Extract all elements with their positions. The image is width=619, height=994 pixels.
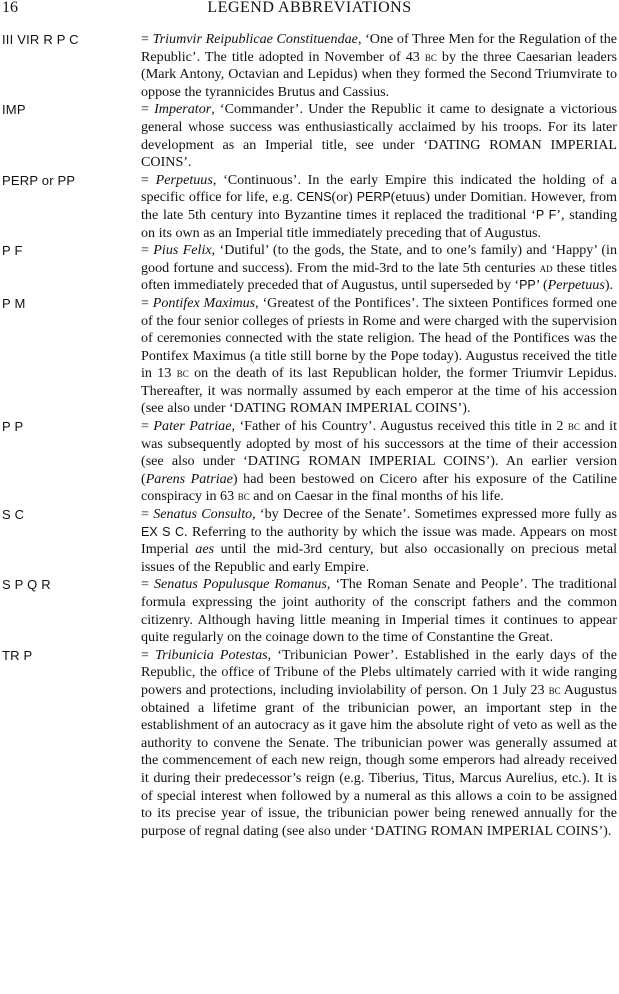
abbreviation-entry xyxy=(0,506,619,576)
abbreviation-definition: = Pater Patriae, ‘Father of his Country’. Augustus received this title in 2 bc and it was subsequently adopted by most of his successors at the time of their accession (see also under ‘DATING ROMAN IMPERIAL COINS’). An earlier version (Parens Patriae) had been bestowed on Cicero after his exposure of the Catiline conspiracy in 63 bc and on Caesar in the final months of his life. xyxy=(141,418,618,505)
abbreviation-entry xyxy=(0,576,619,646)
abbreviation-entry xyxy=(0,172,619,242)
abbreviation-definition: = Imperator, ‘Commander’. Under the Republic it came to designate a victorious general whose success was enthusiastically acclaimed by his troops. For its later development as an Imperial title, see under ‘DATING ROMAN IMPERIAL COINS’. xyxy=(141,101,617,171)
abbreviation-definition: = Triumvir Reipublicae Constituendae, ‘One of Three Men for the Regulation of the Republic’. The title adopted in November of 43 bc by the three Caesarian leaders (Mark Antony, Octavian and Lepidus) when they formed the Second Triumvirate to oppose the tyrannicides Brutus and Cassius. xyxy=(141,31,618,100)
abbreviation-definition: = Pontifex Maximus, ‘Greatest of the Pontifices’. The sixteen Pontifices formed one of the four senior colleges of priests in Rome and were charged with the supervision of ceremonies connected with the state religion. The head of the Pontifices was the Pontifex Maximus (a title still borne by the Pope today). Augustus received the title in 13 bc on the death of its last Republican holder, the former Triumvir Lepidus. Thereafter, it was normally assumed by each emperor at the time of his accession (see also under ‘DATING ROMAN IMPERIAL COINS’). xyxy=(141,294,617,417)
abbreviation-term: S C xyxy=(2,507,25,523)
abbreviation-definition: = Senatus Populusque Romanus, ‘The Roman Senate and People’. The traditional formula expressing the joint authority of the conscript fathers and the common citizenry. Although having little meaning in Imperial times it continues to appear quite regularly on the coinage down to the time of Constantine the Great. xyxy=(141,576,617,646)
abbreviation-entry xyxy=(0,101,619,171)
page-header xyxy=(0,0,619,22)
abbreviation-list xyxy=(0,31,619,840)
abbreviation-entry xyxy=(0,242,619,295)
abbreviation-term: PERP or PP xyxy=(2,172,76,188)
abbreviation-definition: = Pius Felix, ‘Dutiful’ (to the gods, the State, and to one’s family) and ‘Happy’ (in good fortune and success). From the mid-3rd to the late 5th centuries ad these titles often immediately preceded that of Augustus, until superseded by ‘PP’ (Perpetuus). xyxy=(141,242,617,294)
abbreviation-entry xyxy=(0,31,619,101)
abbreviation-definition: = Senatus Consulto, ‘by Decree of the Senate’. Sometimes expressed more fully as EX S C. Referring to the authority by which the issue was made. Appears on most Imperial aes until the mid-3rd century, but also occasionally on precious metal issues of the Republic and early Empire. xyxy=(141,506,617,575)
page-number: 16 xyxy=(2,0,18,16)
abbreviation-entry xyxy=(0,295,619,418)
abbreviation-term: TR P xyxy=(2,647,33,663)
abbreviation-term: IMP xyxy=(2,102,26,118)
abbreviation-definition: = Tribunicia Potestas, ‘Tribunician Power’. Established in the early days of the Republic, the office of Tribune of the Plebs ultimately carried with it wide ranging powers and protections, including inviolability of person. On 1 July 23 bc Augustus obtained a lifetime grant of the tribunician power, an important step in the establishment of an autocracy as it gave him the absolute right of veto as well as the authority to convene the Senate. The tribunician power was generally assumed at the commencement of each new reign, though some emperors had already received it during their predecessor’s reign (e.g. Tiberius, Titus, Marcus Aurelius, etc.). It is of special interest when followed by a numeral as this allows a coin to be assigned to its precise year of issue, the tribunician power being renewed annually for the purpose of regnal dating (see also under ‘DATING ROMAN IMPERIAL COINS’). xyxy=(141,646,618,839)
abbreviation-definition: = Perpetuus, ‘Continuous’. In the early Empire this indicated the holding of a specific office for life, e.g. CENS(or) PERP(etuus) under Domitian. However, from the late 5th century into Byzantine times it replaced the traditional ‘P F’, standing on its own as an Imperial title immediately preceding that of Augustus. xyxy=(141,171,618,241)
abbreviation-term: III VIR R P C xyxy=(2,32,79,47)
abbreviation-term: P M xyxy=(2,295,26,311)
abbreviation-term: P P xyxy=(2,419,24,435)
abbreviation-term: S P Q R xyxy=(2,577,51,593)
abbreviation-entry xyxy=(0,418,619,506)
running-title: LEGEND ABBREVIATIONS xyxy=(207,0,412,16)
abbreviation-entry xyxy=(0,647,619,841)
abbreviation-term: P F xyxy=(2,243,23,259)
